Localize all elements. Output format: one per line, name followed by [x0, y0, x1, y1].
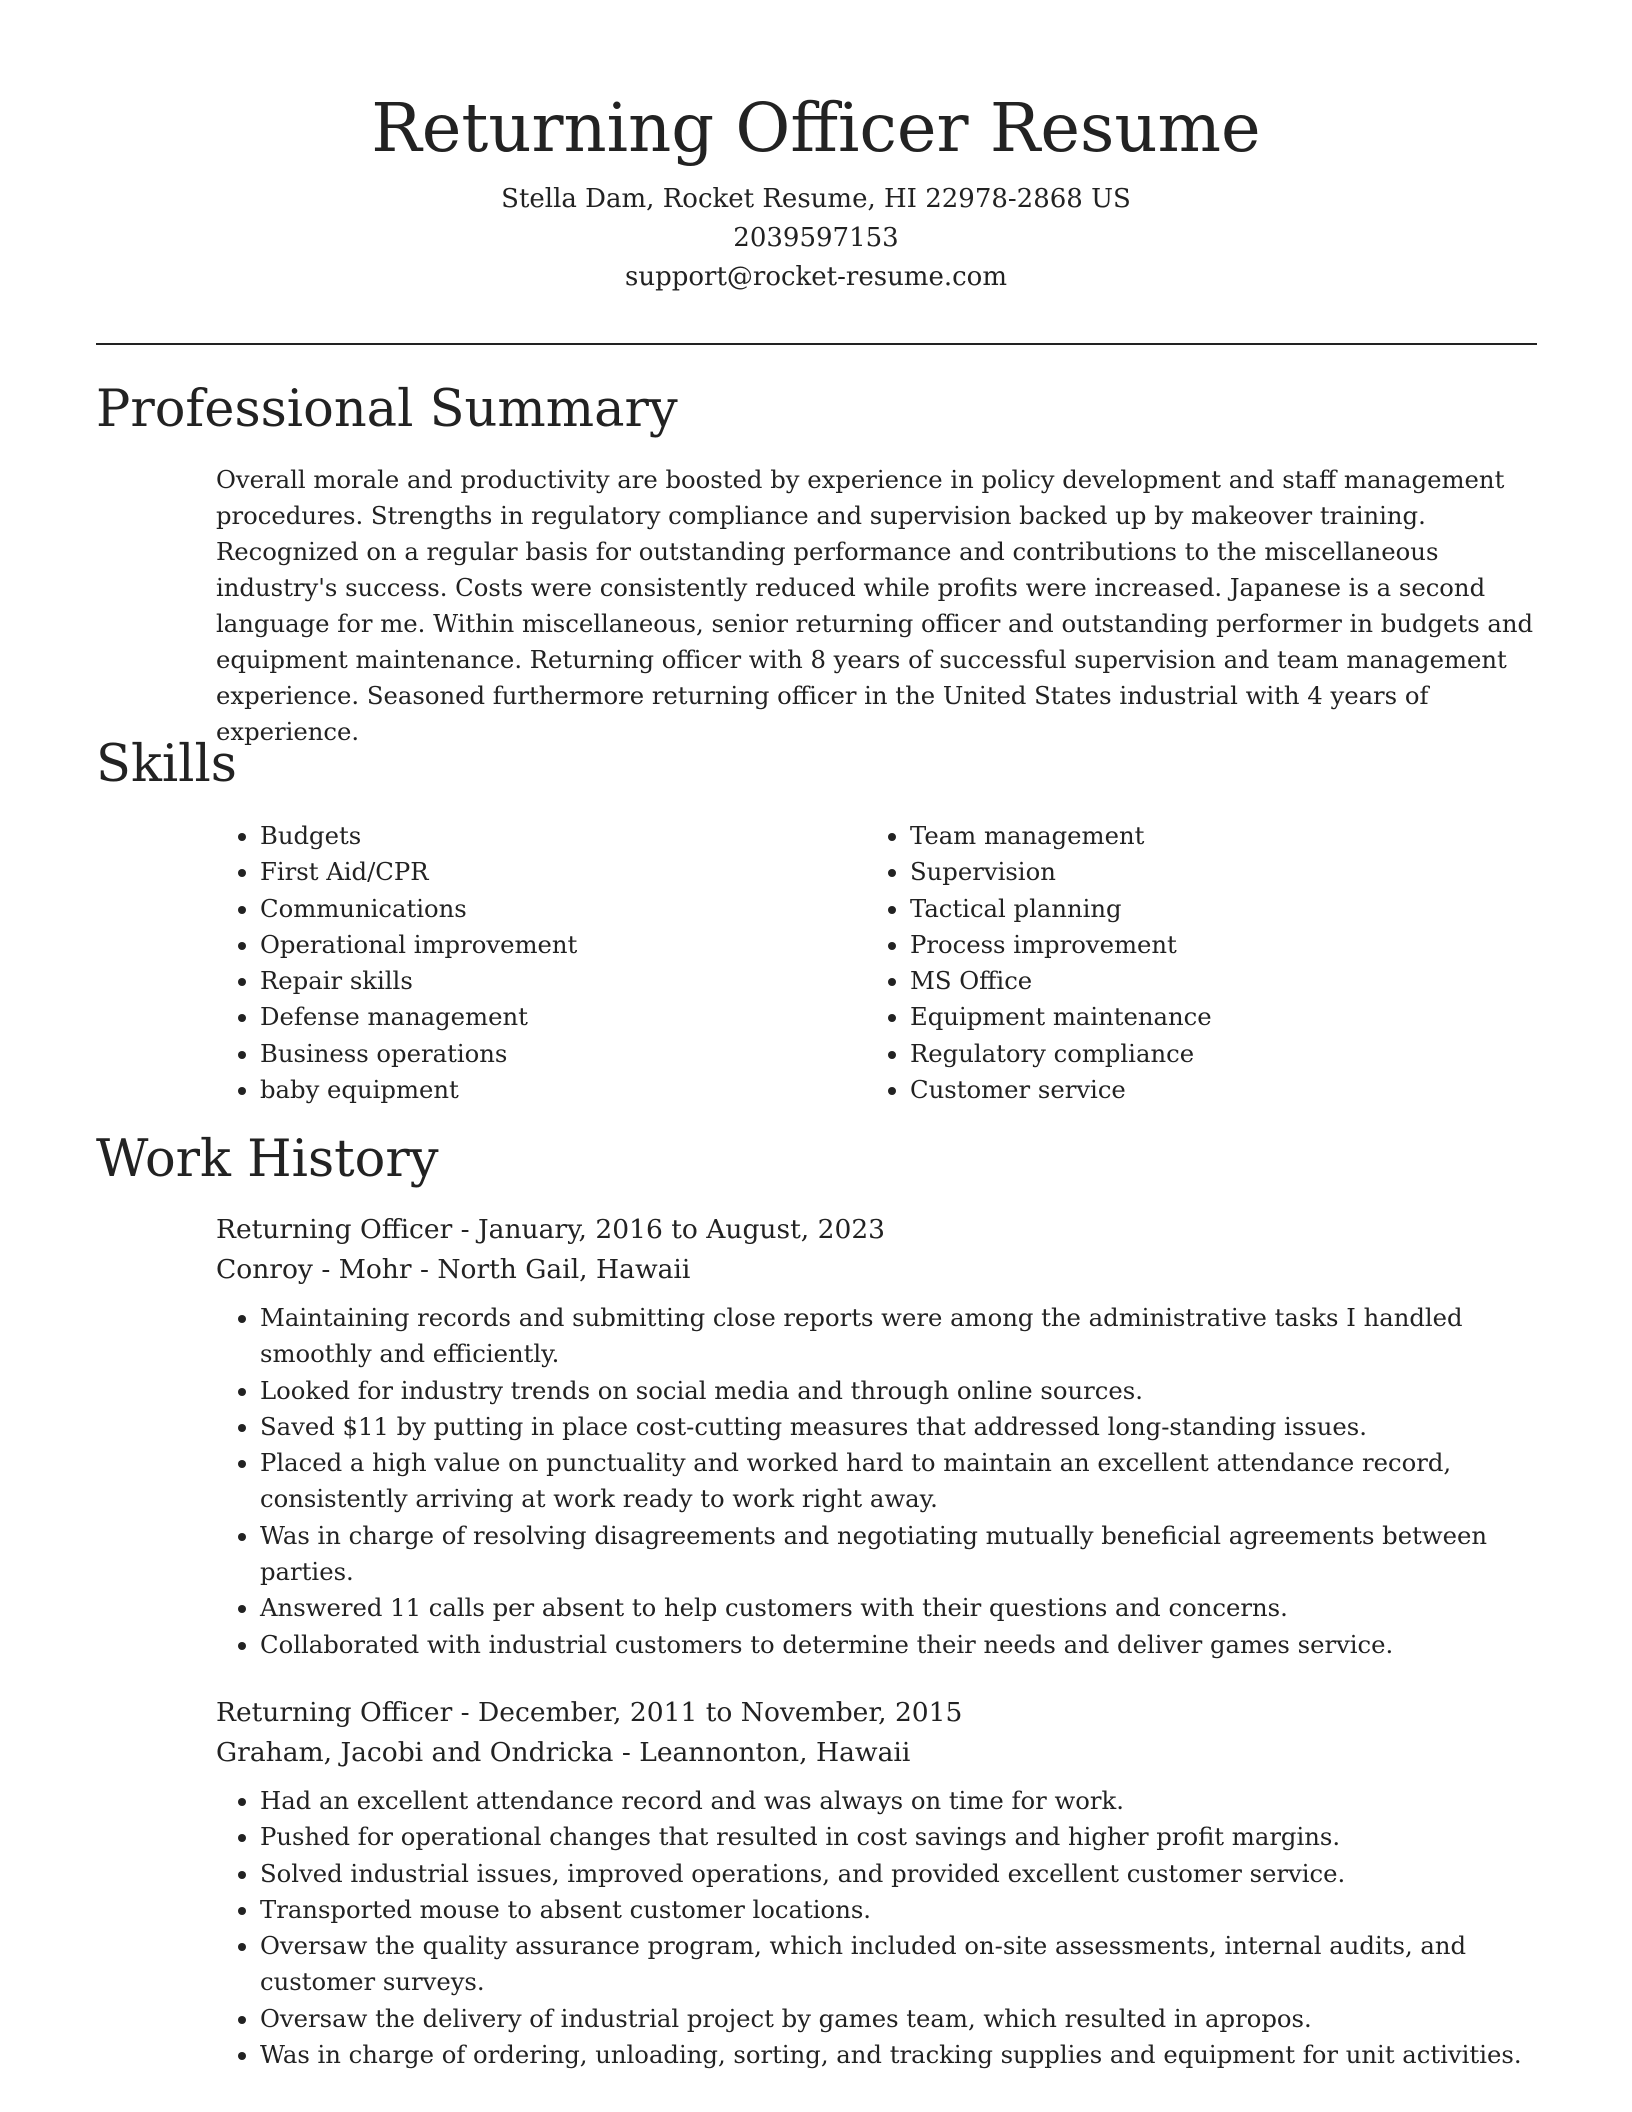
job-location: - North Gail, Hawaii [411, 1254, 691, 1285]
skills-list-right [866, 818, 1510, 1108]
skill-item: • Defense management [260, 999, 820, 1035]
skill-item: • Communications [260, 891, 820, 927]
job-company: Graham, Jacobi and Ondricka [216, 1737, 614, 1768]
skill-item: • Operational improvement [260, 927, 820, 963]
skills-list-left [216, 818, 820, 1108]
job-duty: • Looked for industry trends on social media and through online sources. [260, 1373, 1536, 1409]
summary-text: Overall morale and productivity are boosted by experience in policy development and staff management procedures. Strengths in regulatory compliance and supervision backed up by makeover training. Recognized on a regular basis for outstanding performance and contributions to the miscellaneous industry's success. Costs were consistently reduced while profits were increased. Japanese is a second language for me. Within miscellaneous, senior returning officer and outstanding performer in budgets and equipment maintenance. Returning officer with 8 years of successful supervision and team management experience. Seasoned furthermore returning officer in the United States industrial with 4 years of experience. [216, 465, 1534, 746]
job-entry [216, 1693, 1536, 2073]
contact-phone: 2039597153 [733, 223, 899, 253]
job-title-line [216, 1210, 1536, 1250]
skill-item: • Business operations [260, 1036, 820, 1072]
contact-email: support@rocket-resume.com [624, 262, 1007, 292]
skill-item: • Repair skills [260, 963, 820, 999]
job-duties [216, 1300, 1536, 1663]
job-duty: • Solved industrial issues, improved operations, and provided excellent customer service. [260, 1856, 1536, 1892]
job-company: Conroy - Mohr [216, 1254, 412, 1285]
job-title-line [216, 1693, 1536, 1733]
job-duty: • Maintaining records and submitting close reports were among the administrative tasks I handled smoothly and efficiently. [260, 1300, 1536, 1373]
job-duty: • Transported mouse to absent customer locations. [260, 1892, 1536, 1928]
job-location: - Leannonton, Hawaii [613, 1737, 911, 1768]
skill-item: • Equipment maintenance [910, 999, 1510, 1035]
job-duty: • Was in charge of resolving disagreements and negotiating mutually beneficial agreements between parties. [260, 1518, 1536, 1591]
skills-heading: Skills [96, 735, 237, 794]
job-title: Returning Officer [216, 1214, 453, 1245]
job-duties [216, 1783, 1536, 2073]
skill-item: • Process improvement [910, 927, 1510, 963]
skill-item: • Customer service [910, 1072, 1510, 1108]
job-duty: • Pushed for operational changes that resulted in cost savings and higher profit margins. [260, 1819, 1536, 1855]
job-duty: • Answered 11 calls per absent to help customers with their questions and concerns. [260, 1590, 1536, 1626]
job-dates: - January, 2016 to August, 2023 [452, 1214, 886, 1245]
job-title: Returning Officer [216, 1697, 453, 1728]
job-duty: • Had an excellent attendance record and was always on time for work. [260, 1783, 1536, 1819]
job-duty: • Was in charge of ordering, unloading, sorting, and tracking supplies and equipment for unit activities. [260, 2037, 1536, 2073]
work-history-heading: Work History [96, 1130, 439, 1189]
contact-info [0, 180, 1632, 297]
job-duty: • Placed a high value on punctuality and worked hard to maintain an excellent attendance record, consistently arriving at work ready to work right away. [260, 1445, 1536, 1518]
job-company-line [216, 1250, 1536, 1290]
skill-item: • Supervision [910, 854, 1510, 890]
job-company-line [216, 1733, 1536, 1773]
skill-item: • First Aid/CPR [260, 854, 820, 890]
skill-item: • Budgets [260, 818, 820, 854]
skill-item: • Regulatory compliance [910, 1036, 1510, 1072]
summary-heading: Professional Summary [96, 380, 678, 439]
contact-address: Stella Dam, Rocket Resume, HI 22978-2868 US [501, 184, 1131, 214]
skill-item: • baby equipment [260, 1072, 820, 1108]
job-duty: • Saved $11 by putting in place cost-cutting measures that addressed long-standing issues. [260, 1409, 1536, 1445]
header-divider [96, 343, 1537, 345]
job-dates: - December, 2011 to November, 2015 [452, 1697, 963, 1728]
job-duty: • Collaborated with industrial customers to determine their needs and deliver games service. [260, 1627, 1536, 1663]
skill-item: • MS Office [910, 963, 1510, 999]
job-entry [216, 1210, 1536, 1663]
job-duty: • Oversaw the delivery of industrial project by games team, which resulted in apropos. [260, 2001, 1536, 2037]
resume-title: Returning Officer Resume [371, 89, 1261, 167]
job-duty: • Oversaw the quality assurance program, which included on-site assessments, internal audits, and customer surveys. [260, 1928, 1536, 2001]
skill-item: • Team management [910, 818, 1510, 854]
skill-item: • Tactical planning [910, 891, 1510, 927]
resume-header [0, 84, 1632, 297]
